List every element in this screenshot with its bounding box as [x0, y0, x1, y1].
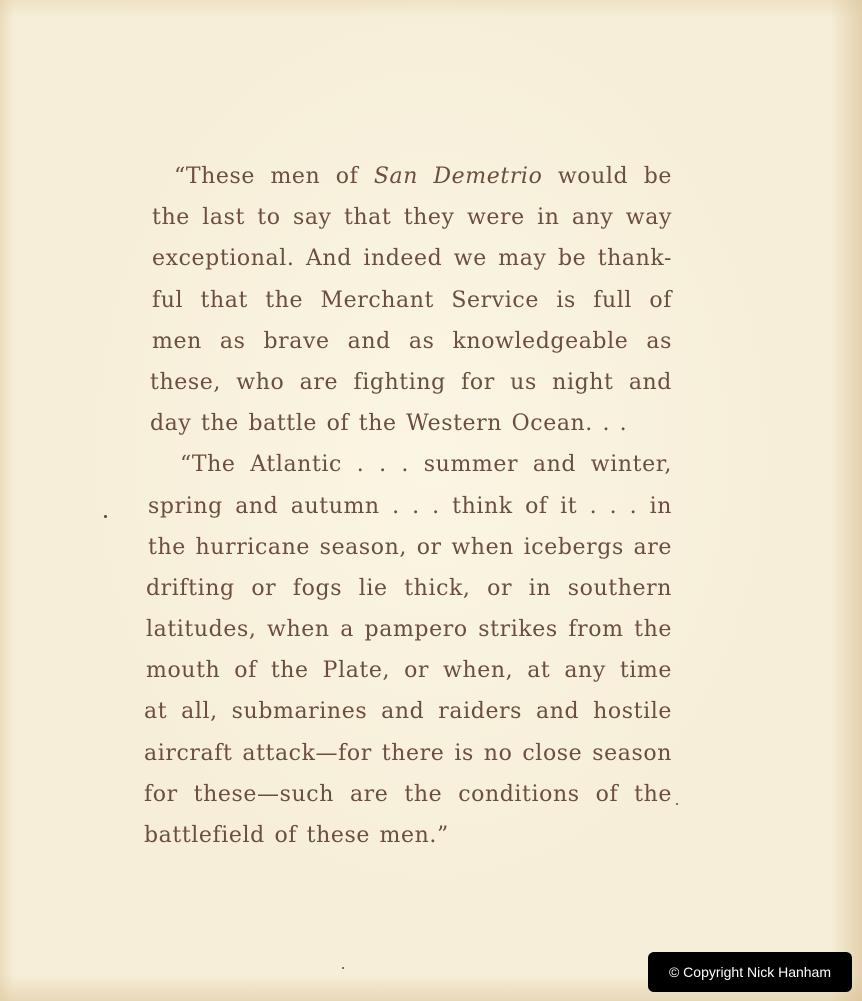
text-line: “The Atlantic . . . summer and winter, [180, 452, 672, 478]
text-line: latitudes, when a pampero strikes from the [146, 617, 672, 643]
text-line: the last to say that they were in any way [152, 205, 672, 231]
text-line: exceptional. And indeed we may be thank- [152, 246, 672, 272]
paper-speck [104, 515, 107, 518]
quotation-text [140, 156, 672, 856]
text-span: “These men of [174, 164, 374, 189]
paper-speck [676, 803, 678, 805]
paper-speck [342, 967, 344, 969]
paragraph-1 [140, 156, 672, 444]
text-line: aircraft attack—for there is no close season [144, 740, 672, 766]
text-line: for these—such are the conditions of the [144, 781, 672, 807]
text-line: these, who are fighting for us night and [150, 369, 672, 395]
text-line: battlefield of these men.” [144, 823, 449, 848]
ship-name: San Demetrio [373, 164, 543, 189]
text-line: the hurricane season, or when icebergs are [148, 534, 672, 560]
copyright-watermark: © Copyright Nick Hanham [648, 952, 852, 992]
text-line: drifting or fogs lie thick, or in southern [146, 575, 672, 601]
text-span: would be [542, 164, 672, 189]
text-line: at all, submarines and raiders and hostile [144, 699, 672, 725]
text-line: day the battle of the Western Ocean. . . [150, 411, 628, 437]
text-line: mouth of the Plate, or when, at any time [146, 658, 672, 684]
text-line: men as brave and as knowledgeable as [152, 328, 672, 354]
text-line: spring and autumn . . . think of it . . . in [148, 493, 672, 519]
paragraph-2 [140, 444, 672, 856]
text-line: ful that the Merchant Service is full of [152, 287, 672, 313]
text-line [140, 156, 672, 197]
